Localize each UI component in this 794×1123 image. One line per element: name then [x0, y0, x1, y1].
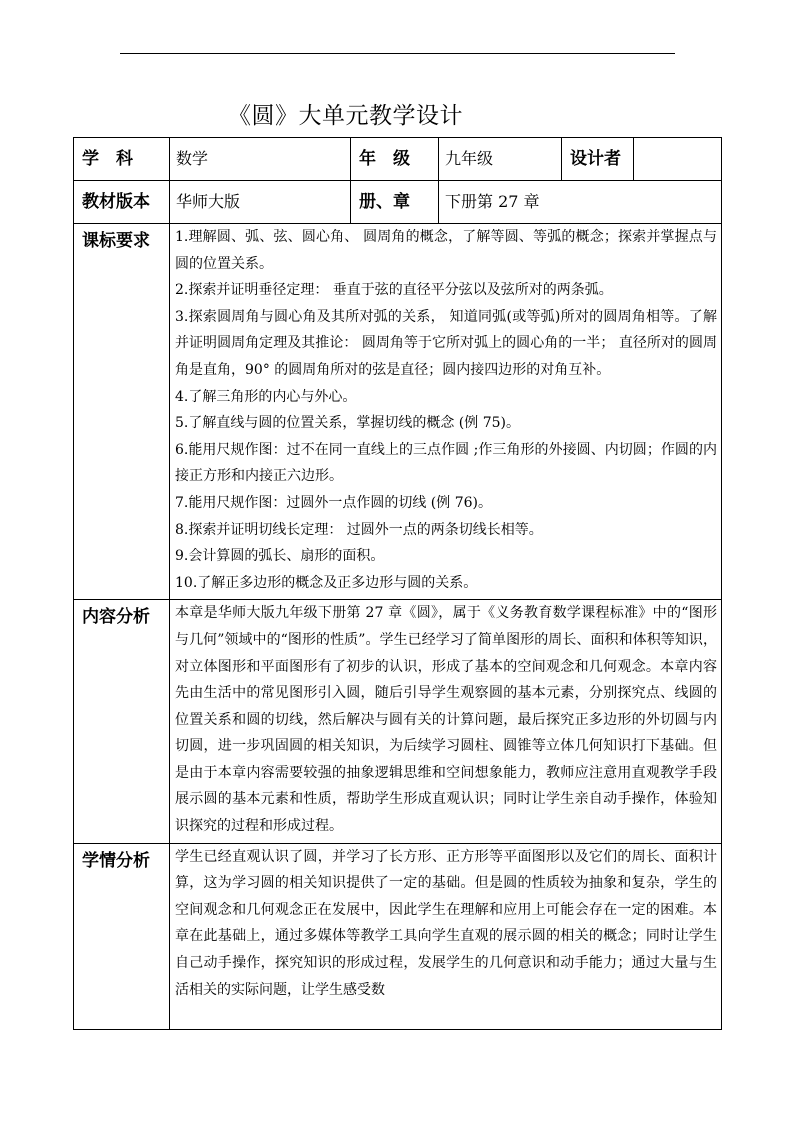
lesson-plan-table [73, 137, 722, 1030]
subject-label: 学 科 [74, 138, 170, 181]
student-analysis-row [74, 843, 722, 1029]
curriculum-item: 8.探索并证明切线长定理： 过圆外一点的两条切线长相等。 [175, 521, 543, 538]
grade-value: 九年级 [439, 138, 562, 181]
student-analysis-label: 学情分析 [74, 843, 170, 1029]
curriculum-item: 10.了解正多边形的概念及正多边形与圆的关系。 [175, 574, 478, 591]
curriculum-row [74, 224, 722, 600]
student-analysis-text: 学生已经直观认识了圆，并学习了长方形、正方形等平面图形以及它们的周长、面积计算，这为学习圆的相关知识提供了一定的基础。但是圆的性质较为抽象和复杂，学生的空间观念和几何观念正在发展中，因此学生在理解和应用上可能会存在一定的困难。本章在此基础上，通过多媒体等教学工具向学生直观的展示圆的相关的概念；同时让学生自己动手操作，探究知识的形成过程，发展学生的几何意识和动手能力；通过大量与生活相关的实际问题，让学生感受数 [175, 848, 717, 998]
volume-value: 下册第 27 章 [439, 181, 722, 224]
curriculum-item: 1.理解圆、弧、弦、圆心角、 圆周角的概念，了解等圆、等弧的概念；探索并掌握点与圆的位置关系。 [175, 229, 717, 272]
curriculum-content [170, 224, 722, 600]
content-analysis-text: 本章是华师大版九年级下册第 27 章《圆》，属于《义务教育数学课程标准》中的“图形与几何”领域中的“图形的性质”。学生已经学习了简单图形的周长、面积和体积等知识，对立体图形和平面图形有了初步的认识，形成了基本的空间观念和几何观念。本章内容先由生活中的常见图形引入圆，随后引导学生观察圆的基本元素，分别探究点、线圆的位置关系和圆的切线，然后解决与圆有关的计算问题，最后探究正多边形的外切圆与内切圆，进一步巩固圆的相关知识，为后续学习圆柱、圆锥等立体几何知识打下基础。但是由于本章内容需要较强的抽象逻辑思维和空间想象能力，教师应注意用直观教学手段展示圆的基本元素和性质，帮助学生形成直观认识；同时让学生亲自动手操作，体验知识探究的过程和形成过程。 [175, 605, 717, 835]
curriculum-item: 5.了解直线与圆的位置关系，掌握切线的概念 (例 75)。 [175, 415, 520, 432]
content-analysis-row [74, 600, 722, 843]
student-analysis-content [170, 843, 722, 1029]
content-analysis-label: 内容分析 [74, 600, 170, 843]
designer-value [634, 138, 722, 181]
edition-label: 教材版本 [74, 181, 170, 224]
curriculum-item: 2.探索并证明垂径定理： 垂直于弦的直径平分弦以及弦所对的两条弧。 [175, 282, 613, 299]
curriculum-item: 4.了解三角形的内心与外心。 [175, 388, 357, 405]
curriculum-item: 6.能用尺规作图：过不在同一直线上的三点作圆 ;作三角形的外接圆、内切圆；作圆的内接正方形和内接正六边形。 [175, 441, 717, 485]
curriculum-item: 7.能用尺规作图：过圆外一点作圆的切线 (例 76)。 [175, 494, 492, 511]
designer-label: 设计者 [562, 138, 634, 181]
curriculum-item: 3.探索圆周角与圆心角及其所对弧的关系， 知道同弧(或等弧)所对的圆周角相等。了解并证明圆周角定理及其推论： 圆周角等于它所对弧上的圆心角的一半； 直径所对的圆周角是直角，90° 的圆周角所对的弦是直径；圆内接四边形的对角互补。 [175, 308, 717, 378]
curriculum-label: 课标要求 [74, 224, 170, 600]
curriculum-item: 9.会计算圆的弧长、扇形的面积。 [175, 548, 385, 565]
volume-label: 册、章 [351, 181, 439, 224]
grade-label: 年 级 [351, 138, 439, 181]
subject-value: 数学 [170, 138, 351, 181]
edition-value: 华师大版 [170, 181, 351, 224]
header-row-1 [74, 138, 722, 181]
content-analysis-content [170, 600, 722, 843]
header-row-2 [74, 181, 722, 224]
header-rule [120, 53, 675, 54]
document-title: 《圆》大单元教学设计 [228, 103, 463, 129]
